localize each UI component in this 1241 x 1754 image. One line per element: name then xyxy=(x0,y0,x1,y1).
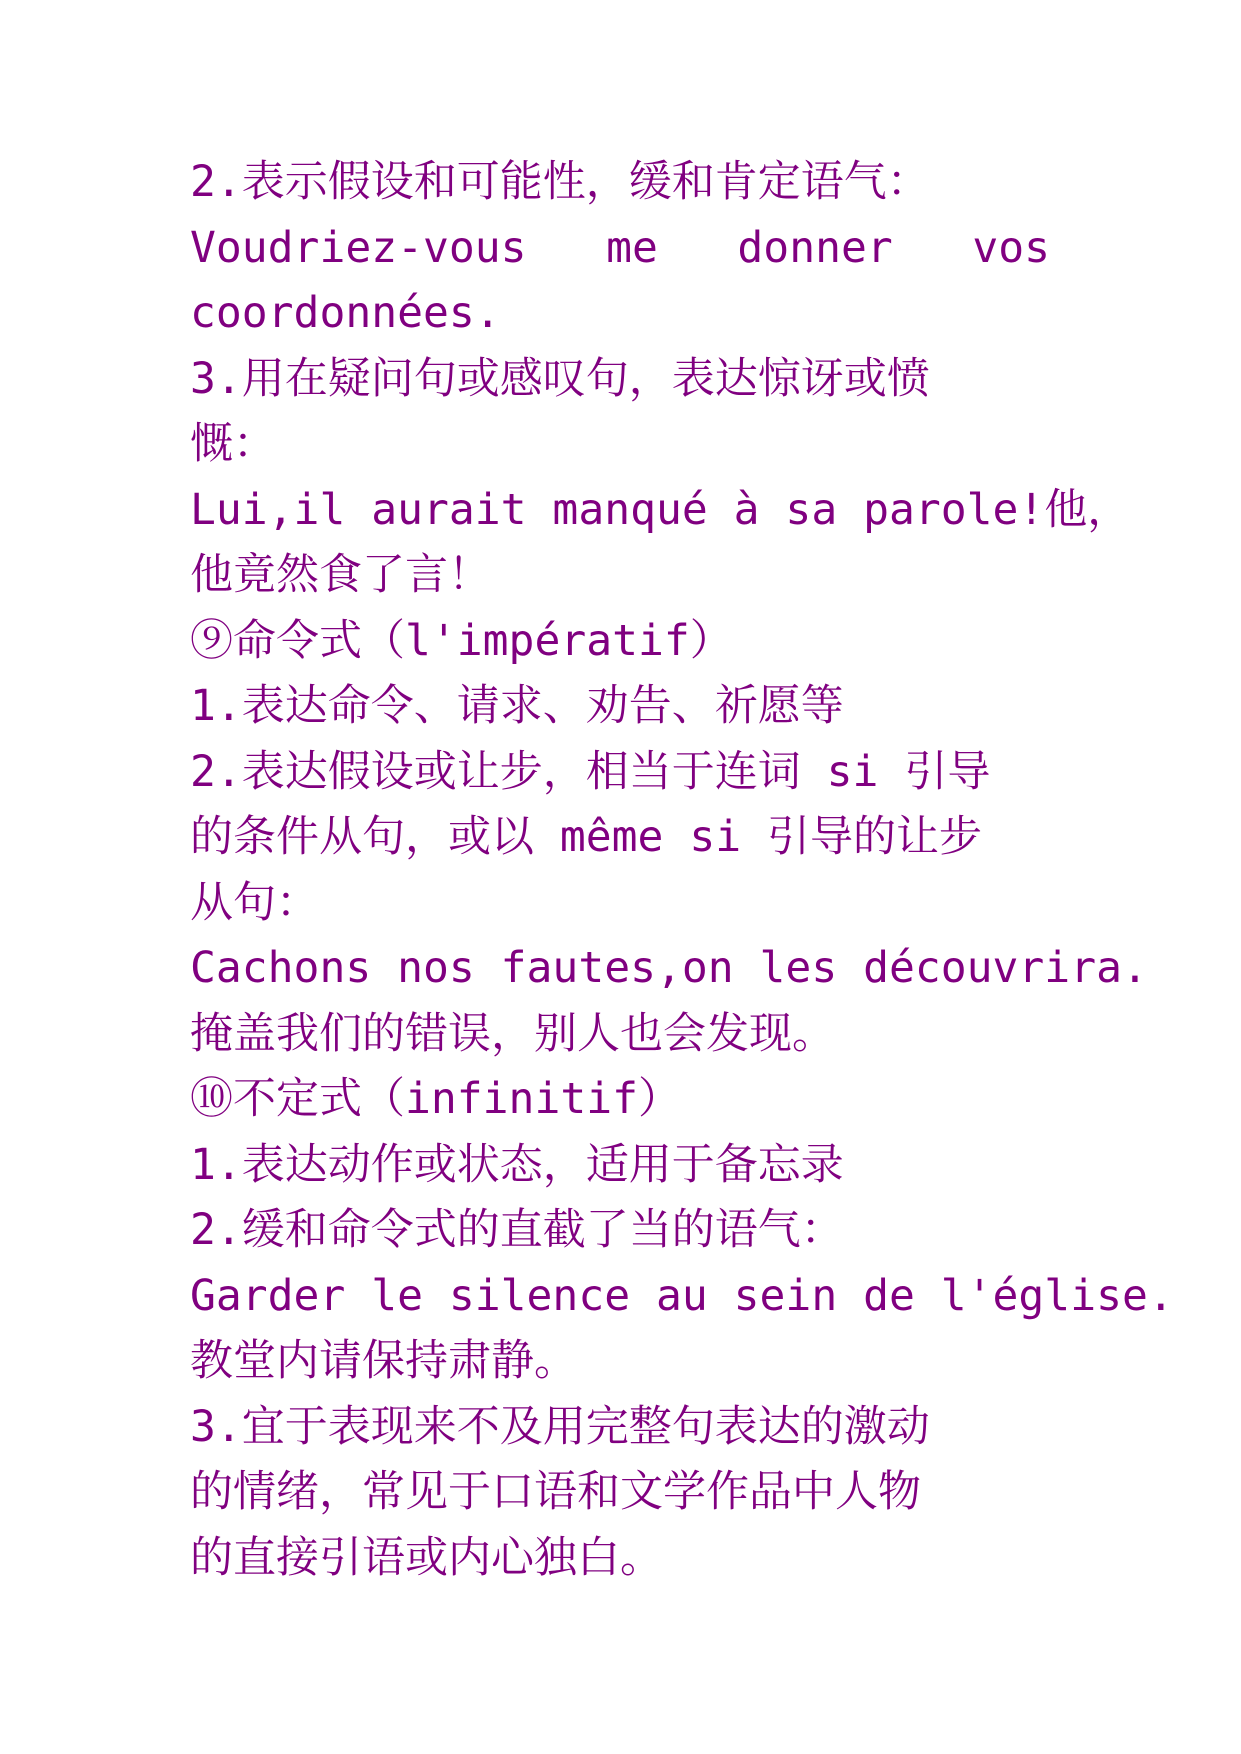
text-line: 的条件从句，或以 même si 引导的让步 xyxy=(190,812,982,862)
text-line: 1.表达动作或状态，适用于备忘录 xyxy=(190,1139,844,1190)
example-sentence: Lui,il aurait manqué à sa parole!他， xyxy=(190,484,1131,535)
translation-line: 他竟然食了言！ xyxy=(190,550,491,600)
text-line: 的直接引语或内心独白。 xyxy=(190,1532,663,1583)
translation-line: 掩盖我们的错误，别人也会发现。 xyxy=(190,1008,835,1059)
word: donner xyxy=(737,222,893,273)
section-heading: ⑨命令式（l'impératif） xyxy=(190,615,733,666)
text-line: 3.宜于表现来不及用完整句表达的激动 xyxy=(190,1401,930,1452)
text-line: 从句： xyxy=(190,877,319,928)
text-line: 2.表达假设或让步，相当于连词 si 引导 xyxy=(190,746,991,797)
text-line: 2.表示假设和可能性，缓和肯定语气： xyxy=(190,157,930,207)
example-sentence-end: coordonnées. xyxy=(190,288,501,338)
text-line: 2.缓和命令式的直截了当的语气： xyxy=(190,1205,844,1255)
text-line: 3.用在疑问句或感叹句，表达惊讶或愤 xyxy=(190,353,930,404)
example-sentence: Cachons nos fautes,on les découvrira. xyxy=(190,943,1148,993)
word: me xyxy=(606,222,658,273)
word: vos xyxy=(972,222,1050,273)
text-line: 慨： xyxy=(190,419,276,469)
text-line: 1.表达命令、请求、劝告、祈愿等 xyxy=(190,681,844,731)
word: Voudriez-vous xyxy=(190,222,527,273)
section-heading: ⑩不定式（infinitif） xyxy=(190,1074,681,1124)
translation-line: 教堂内请保持肃静。 xyxy=(190,1336,577,1386)
text-line: 的情绪，常见于口语和文学作品中人物 xyxy=(190,1467,921,1517)
document-body xyxy=(190,150,1174,1591)
example-sentence xyxy=(190,216,1050,282)
example-sentence: Garder le silence au sein de l'église. xyxy=(190,1270,1174,1321)
